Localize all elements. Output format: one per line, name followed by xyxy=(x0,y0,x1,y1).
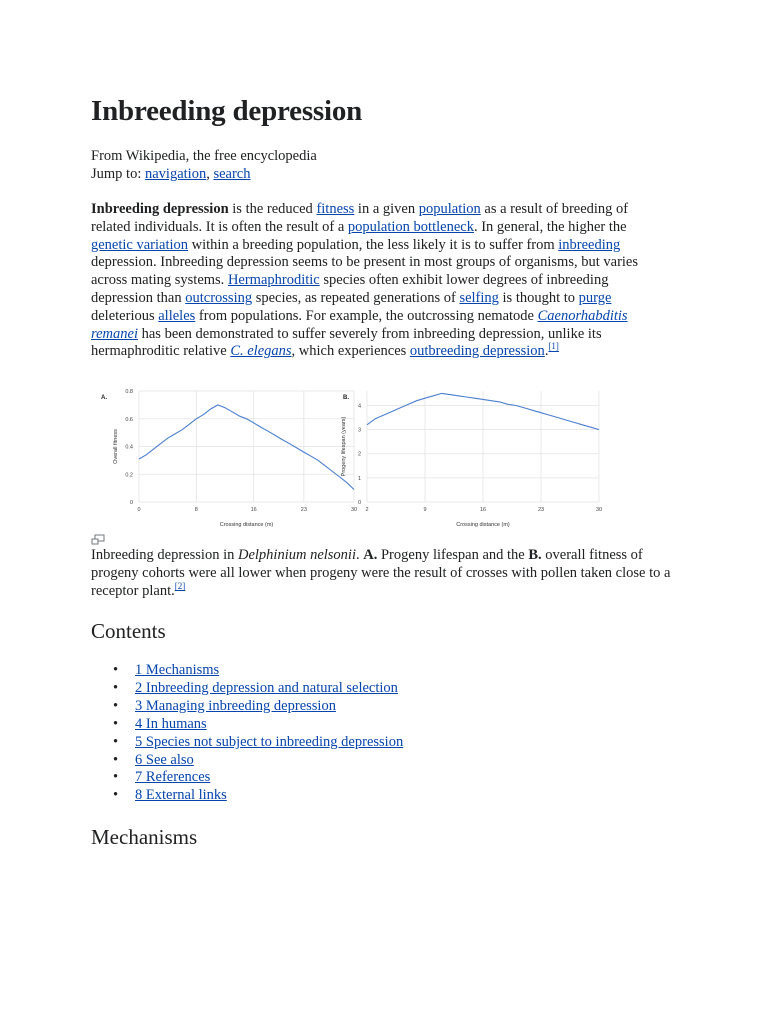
reference-1-link[interactable]: [1] xyxy=(548,341,559,352)
table-of-contents xyxy=(91,662,403,805)
caenorhabditis-remanei-text: Caenorhabditis remanei xyxy=(91,307,628,342)
caption-text: Inbreeding depression in xyxy=(91,547,238,563)
toc-bullet: • xyxy=(113,697,119,714)
intro-text: species, as repeated generations of xyxy=(252,289,460,306)
caption-label-a: A. xyxy=(363,547,378,563)
selfing-link[interactable]: selfing xyxy=(459,289,499,306)
enlarge-icon[interactable] xyxy=(91,534,105,546)
jump-to-label: Jump to: xyxy=(91,166,142,182)
intro-text: is thought to xyxy=(498,289,579,306)
jump-to-line xyxy=(91,165,317,183)
x-tick-label: 8 xyxy=(194,507,198,513)
hermaphroditic-link[interactable]: Hermaphroditic xyxy=(227,272,320,289)
fitness-link[interactable]: fitness xyxy=(316,201,355,217)
toc-item xyxy=(91,752,403,770)
y-tick-label: 2 xyxy=(357,451,361,458)
x-tick-label: 30 xyxy=(595,507,603,513)
page-title: Inbreeding depression xyxy=(91,95,363,127)
y-tick-label: 0.4 xyxy=(125,444,133,451)
purge-link[interactable]: purge xyxy=(578,289,612,306)
genetic-variation-link[interactable]: genetic variation xyxy=(91,236,189,253)
y-axis-label: Progeny lifespan (years) xyxy=(341,416,347,477)
toc-item xyxy=(91,769,403,787)
intro-text: , which experiences xyxy=(291,343,410,360)
toc-bullet: • xyxy=(113,751,119,768)
toc-link[interactable]: 5 Species not subject to inbreeding depression xyxy=(135,733,404,750)
jump-separator: , xyxy=(206,166,214,182)
x-tick-label: 30 xyxy=(350,507,358,513)
inbreeding-link[interactable]: inbreeding xyxy=(558,236,621,253)
intro-text: within a breeding population, the less likely it is to suffer from xyxy=(188,236,559,253)
population-bottleneck-link[interactable]: population bottleneck xyxy=(347,218,474,235)
caption-text: overall fitness of progeny cohorts were all lower when progeny were the result of crosses with pollen taken close to a receptor plant. xyxy=(91,547,671,599)
y-tick-label: 0 xyxy=(129,500,133,506)
intro-text: depression. Inbreeding depression seems to be present in most groups of organisms, but varies across mating systems. xyxy=(91,254,639,289)
intro-paragraph xyxy=(91,201,666,361)
mechanisms-heading: Mechanisms xyxy=(91,825,198,849)
x-tick-label: 9 xyxy=(423,507,427,513)
toc-link[interactable]: 4 In humans xyxy=(135,715,207,732)
alleles-link[interactable]: alleles xyxy=(158,307,196,324)
intro-text: . In general, the higher the xyxy=(473,218,627,235)
caption-text: . xyxy=(356,547,364,563)
intro-text: is the reduced xyxy=(228,201,317,217)
outbreeding-depression-link[interactable]: outbreeding depression xyxy=(409,343,545,360)
intro-term: Inbreeding depression xyxy=(91,201,229,217)
panel-label: A. xyxy=(101,395,107,401)
toc-item xyxy=(91,716,403,734)
y-tick-label: 4 xyxy=(357,403,361,410)
toc-link[interactable]: 2 Inbreeding depression and natural selection xyxy=(135,679,398,696)
y-tick-label: 0.6 xyxy=(125,416,133,423)
toc-bullet: • xyxy=(113,769,119,786)
series-line xyxy=(139,405,354,490)
caption-species: Delphinium nelsonii xyxy=(237,547,356,563)
intro-text: has been demonstrated to suffer severely from inbreeding depression, unlike its hermaphroditic relative xyxy=(91,325,602,360)
y-tick-label: 0.2 xyxy=(125,472,133,479)
intro-text: in a given xyxy=(354,201,419,217)
x-tick-label: 16 xyxy=(250,507,257,513)
toc-item xyxy=(91,787,403,805)
y-axis-label: Overall fitness xyxy=(113,429,119,464)
caption-label-b: B. xyxy=(528,547,542,563)
population-link[interactable]: population xyxy=(418,201,481,217)
intro-text: deleterious xyxy=(91,307,159,324)
x-tick-label: 23 xyxy=(300,507,307,513)
toc-link[interactable]: 3 Managing inbreeding depression xyxy=(135,697,336,714)
contents-heading: Contents xyxy=(91,619,166,643)
navigation-link[interactable]: navigation xyxy=(144,166,207,182)
search-link[interactable]: search xyxy=(213,166,251,182)
panel-label: B. xyxy=(343,395,349,401)
toc-bullet: • xyxy=(113,715,119,732)
outcrossing-link[interactable]: outcrossing xyxy=(185,289,253,306)
toc-item xyxy=(91,662,403,680)
caption-text: Progeny lifespan and the xyxy=(377,547,529,563)
x-tick-label: 2 xyxy=(365,507,369,513)
toc-item xyxy=(91,680,403,698)
intro-text: . xyxy=(544,343,549,360)
y-tick-label: 1 xyxy=(357,475,361,482)
intro-text: from populations. For example, the outcrossing nematode xyxy=(195,307,538,324)
figure-caption xyxy=(91,546,676,600)
reference-2-link[interactable]: [2] xyxy=(174,581,186,592)
x-tick-label: 23 xyxy=(537,507,545,513)
toc-bullet: • xyxy=(113,679,119,696)
toc-item xyxy=(91,734,403,752)
x-axis-label: Crossing distance (m) xyxy=(219,522,274,528)
c-elegans-link[interactable] xyxy=(230,343,291,359)
article-subtitle xyxy=(91,147,317,183)
toc-link[interactable]: 8 External links xyxy=(135,787,227,804)
chart-b-progeny-lifespan xyxy=(341,391,602,528)
x-axis-label: Crossing distance (m) xyxy=(456,522,510,528)
y-tick-label: 3 xyxy=(357,427,361,434)
from-line: From Wikipedia, the free encyclopedia xyxy=(91,148,317,164)
toc-link[interactable]: 7 References xyxy=(135,769,211,786)
toc-bullet: • xyxy=(113,787,119,804)
x-tick-label: 16 xyxy=(479,507,487,513)
y-tick-label: 0.8 xyxy=(125,389,133,395)
toc-bullet: • xyxy=(113,733,119,750)
toc-item xyxy=(91,698,403,716)
toc-bullet: • xyxy=(113,662,119,678)
y-tick-label: 0 xyxy=(357,500,361,506)
c-elegans-text: C. elegans xyxy=(230,343,292,360)
x-tick-label: 0 xyxy=(137,507,141,513)
intro-text: as a result of breeding of related individuals. It is often the result of a xyxy=(91,201,629,235)
figure-charts xyxy=(91,380,603,530)
toc-link[interactable]: 6 See also xyxy=(135,751,194,768)
intro-text: species often exhibit lower degrees of inbreeding depression than xyxy=(91,272,609,306)
toc-link[interactable]: 1 Mechanisms xyxy=(135,662,220,678)
chart-a-overall-fitness xyxy=(101,389,357,528)
